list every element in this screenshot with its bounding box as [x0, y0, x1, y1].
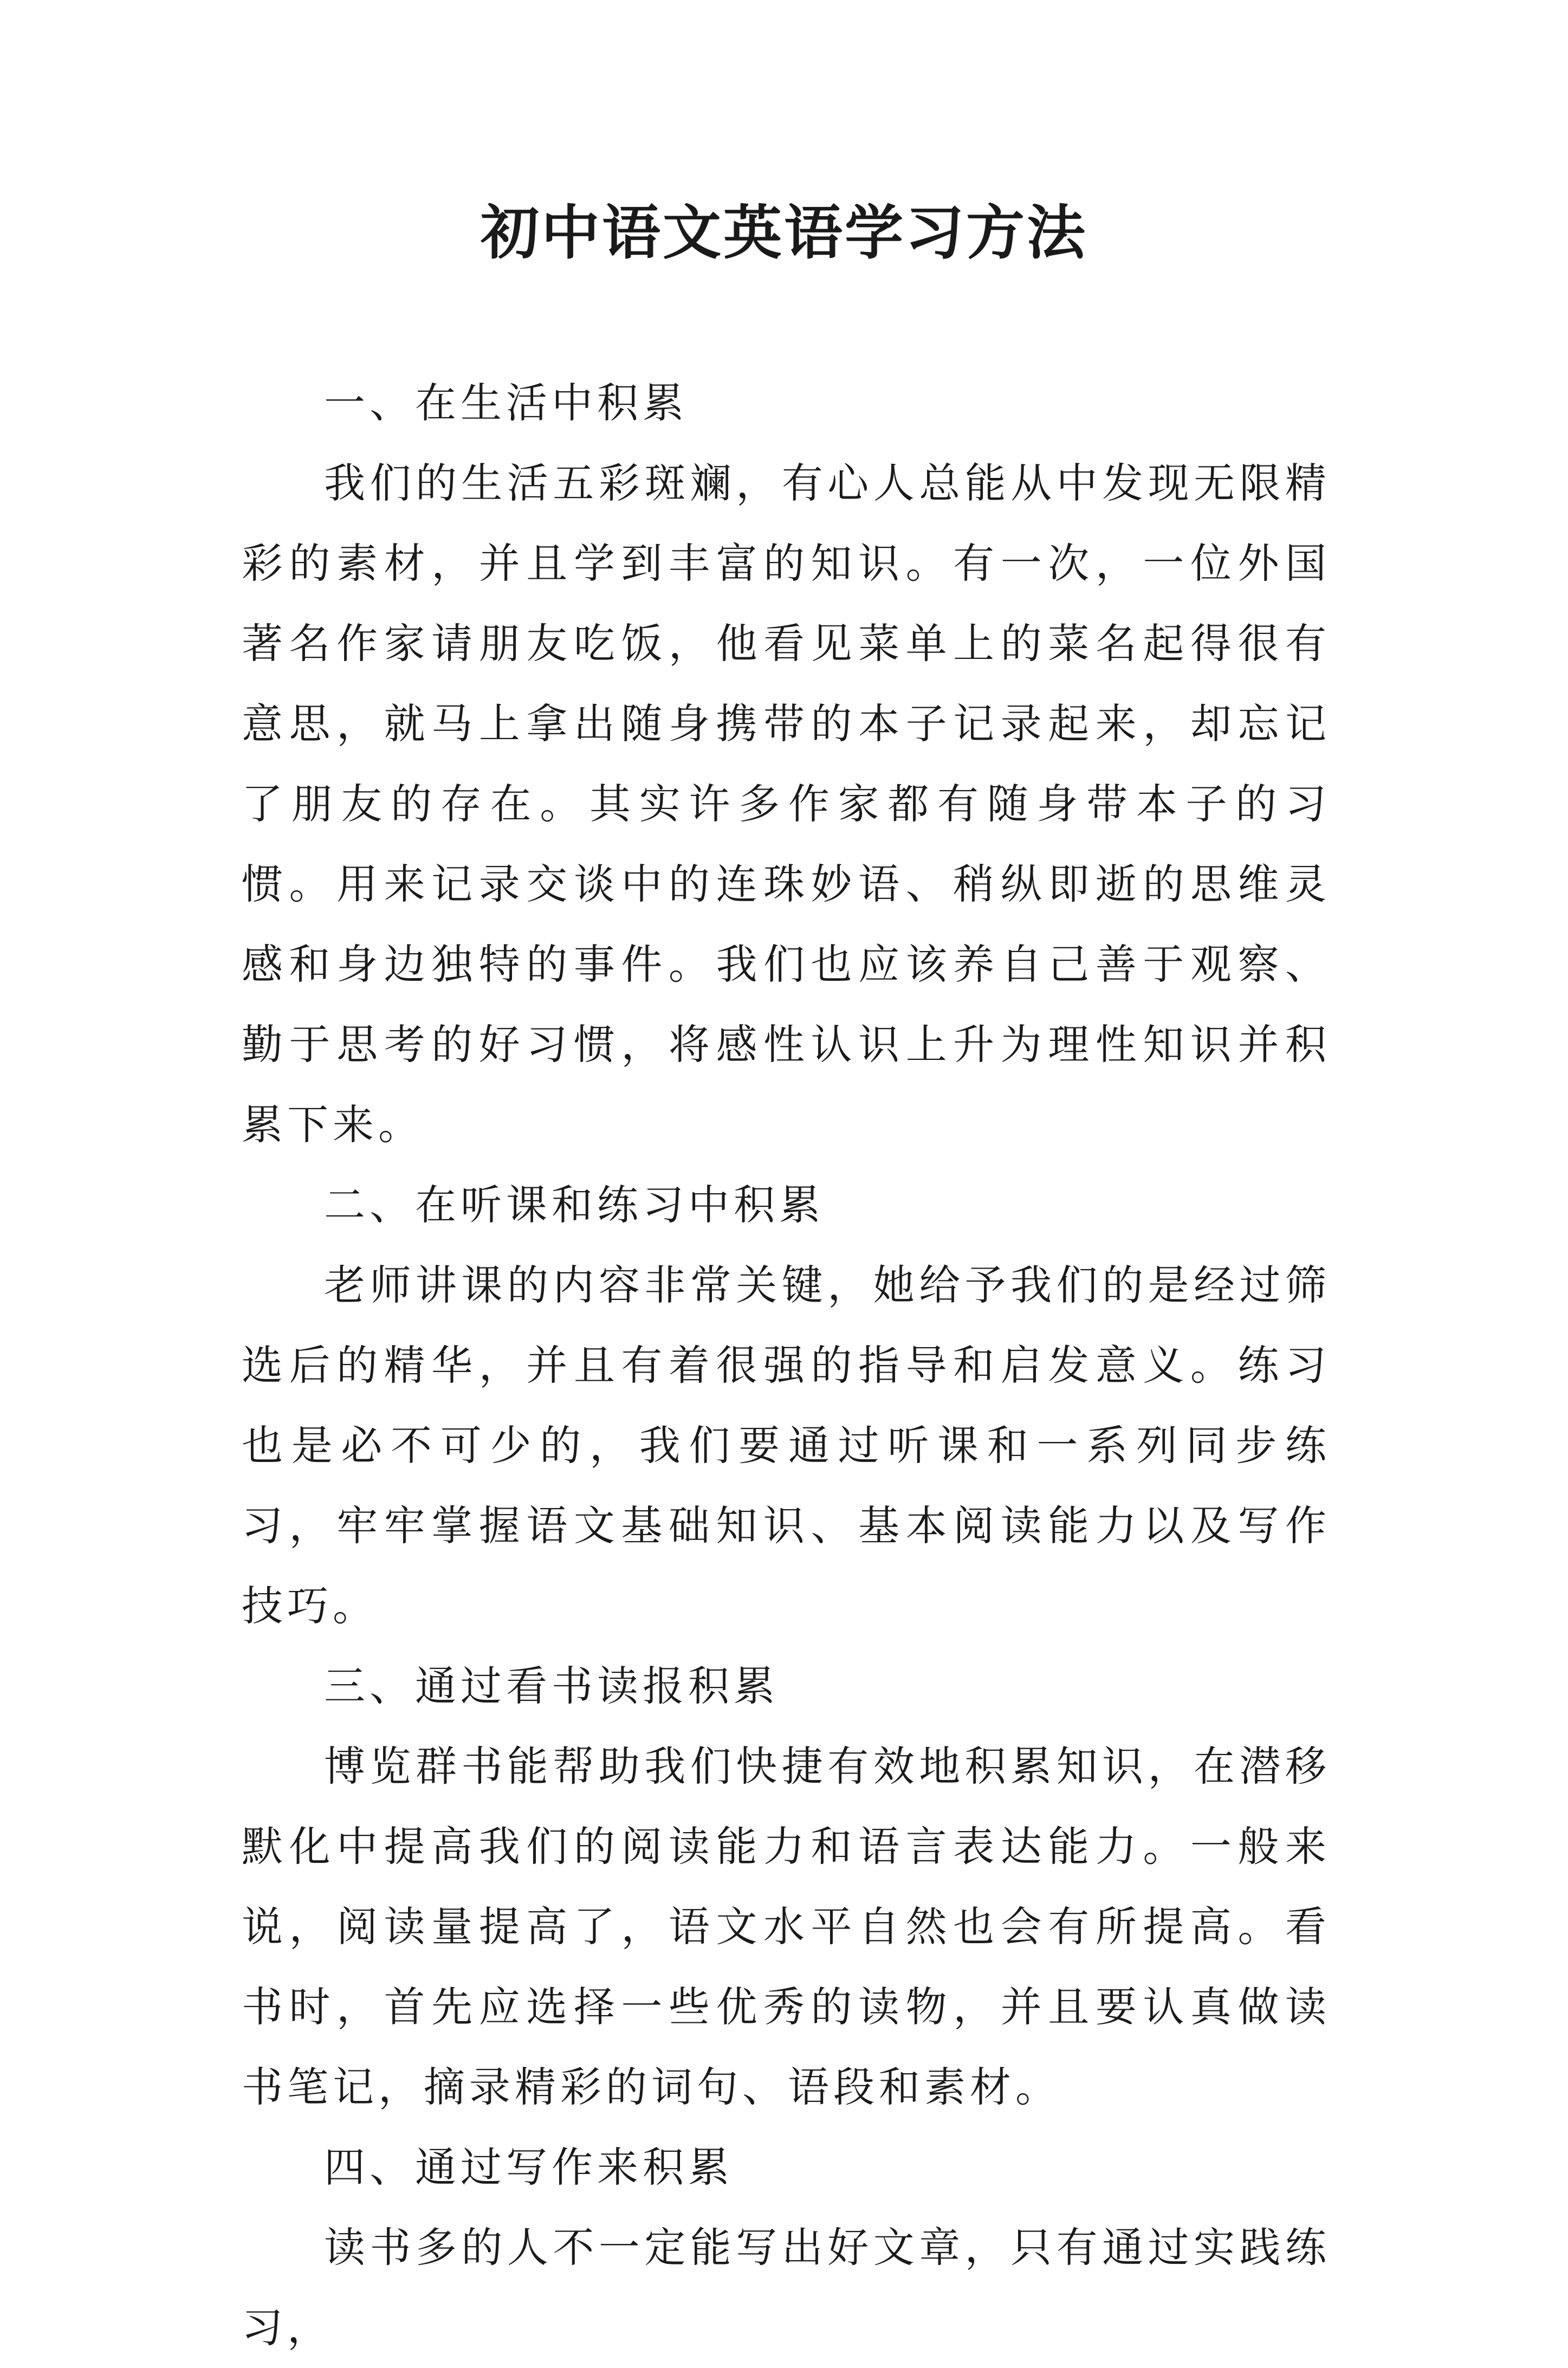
section-paragraph-4: 读书多的人不一定能写出好文章，只有通过实践练习，	[242, 2223, 1331, 2352]
section-heading-2: 二、在听课和练习中积累	[324, 1181, 825, 1229]
section-heading-3: 三、通过看书读报积累	[324, 1662, 779, 1710]
section-heading-1: 一、在生活中积累	[324, 379, 688, 427]
document-body	[242, 363, 1331, 2368]
section-paragraph-3: 博览群书能帮助我们快捷有效地积累知识，在潜移默化中提高我们的阅读能力和语言表达能力。一般来说，阅读量提高了，语文水平自然也会有所提高。看书时，首先应选择一些优秀的读物，并且要认真做读书笔记，摘录精彩的词句、语段和素材。	[242, 1742, 1331, 2111]
section-paragraph-2: 老师讲课的内容非常关键，她给予我们的是经过筛选后的精华，并且有着很强的指导和启发意义。练习也是必不可少的，我们要通过听课和一系列同步练习，牢牢掌握语文基础知识、基本阅读能力以及写作技巧。	[242, 1261, 1331, 1630]
section-paragraph-1: 我们的生活五彩斑斓，有心人总能从中发现无限精彩的素材，并且学到丰富的知识。有一次，一位外国著名作家请朋友吃饭，他看见菜单上的菜名起得很有意思，就马上拿出随身携带的本子记录起来，却忘记了朋友的存在。其实许多作家都有随身带本子的习惯。用来记录交谈中的连珠妙语、稍纵即逝的思维灵感和身边独特的事件。我们也应该养自己善于观察、勤于思考的好习惯，将感性认识上升为理性知识并积累下来。	[242, 459, 1331, 1149]
section-heading-4: 四、通过写作来积累	[324, 2143, 734, 2191]
document-title: 初中语文英语学习方法	[480, 199, 1087, 267]
